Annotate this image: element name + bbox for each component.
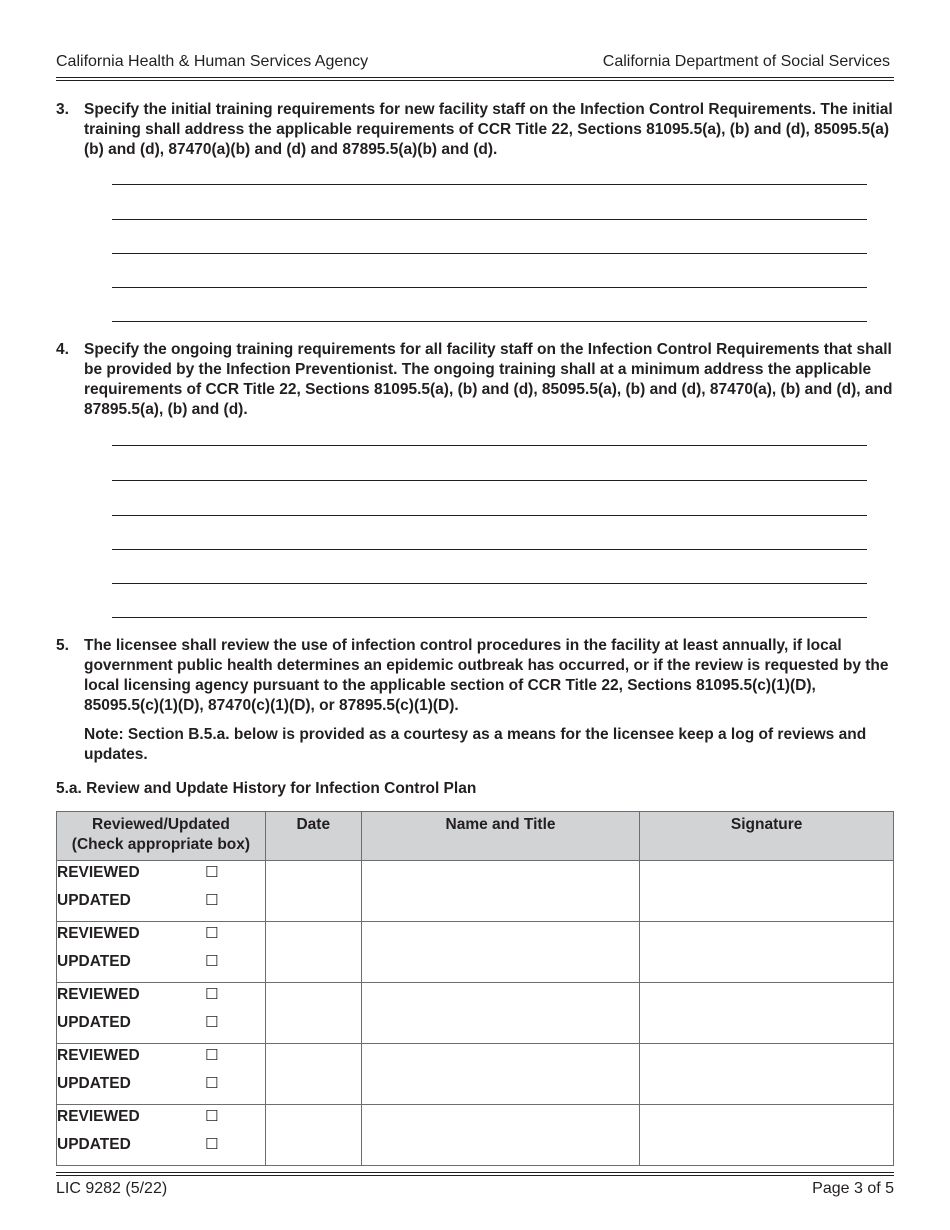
updated-checkbox[interactable]: ☐ [205, 1014, 219, 1031]
reviewed-label: REVIEWED [57, 1047, 140, 1064]
updated-checkbox[interactable]: ☐ [205, 1075, 219, 1092]
name-title-cell[interactable] [361, 983, 640, 1044]
table-row [57, 861, 894, 922]
footer-rule-bottom [56, 1175, 894, 1176]
signature-cell[interactable] [640, 861, 894, 922]
reviewed-checkbox[interactable]: ☐ [205, 864, 219, 881]
answer-line-q3-5[interactable] [112, 321, 867, 322]
name-title-header: Name and Title [361, 812, 640, 861]
date-cell[interactable] [265, 1105, 361, 1166]
name-title-cell[interactable] [361, 922, 640, 983]
name-title-cell[interactable] [361, 1105, 640, 1166]
question-text: Specify the initial training requirements for new facility staff on the Infection Control Requirements. The initial training shall address the applicable requirements of CCR Title 22, Sections 81095.5(a), (b) and (d), 85095.5(a)(b) and (d), 87470(a)(b) and (d) and 87895.5(a)(b) and (d). [84, 101, 893, 158]
department-name: California Department of Social Services [602, 53, 890, 70]
signature-cell[interactable] [640, 922, 894, 983]
answer-line-q3-3[interactable] [112, 253, 867, 254]
updated-checkbox[interactable]: ☐ [205, 1136, 219, 1153]
name-title-cell[interactable] [361, 1044, 640, 1105]
question-number: 4. [56, 341, 69, 358]
status-cell [57, 1044, 266, 1105]
answer-line-q4-1[interactable] [112, 445, 867, 446]
table-row [57, 1044, 894, 1105]
table-row [57, 1105, 894, 1166]
updated-label: UPDATED [57, 1136, 131, 1153]
question-number: 3. [56, 101, 69, 118]
updated-checkbox[interactable]: ☐ [205, 953, 219, 970]
reviewed-label: REVIEWED [57, 864, 140, 881]
answer-line-q4-2[interactable] [112, 480, 867, 481]
updated-label: UPDATED [57, 953, 131, 970]
table-row [57, 983, 894, 1044]
updated-label: UPDATED [57, 1075, 131, 1092]
reviewed-updated-header [57, 812, 266, 861]
answer-line-q4-3[interactable] [112, 515, 867, 516]
question-4 [56, 340, 894, 420]
date-cell[interactable] [265, 983, 361, 1044]
date-cell[interactable] [265, 1044, 361, 1105]
reviewed-label: REVIEWED [57, 1108, 140, 1125]
reviewed-checkbox[interactable]: ☐ [205, 925, 219, 942]
question-5 [56, 636, 894, 716]
form-id: LIC 9282 (5/22) [56, 1180, 168, 1197]
section-subheading: 5.a. Review and Update History for Infection Control Plan [56, 780, 477, 797]
header-rule-top [56, 77, 894, 78]
status-cell [57, 861, 266, 922]
page-header [56, 51, 894, 73]
reviewed-checkbox[interactable]: ☐ [205, 1047, 219, 1064]
status-cell [57, 922, 266, 983]
status-cell [57, 1105, 266, 1166]
agency-name: California Health & Human Services Agency [56, 53, 369, 70]
reviewed-updated-header-title: Reviewed/Updated [92, 816, 230, 833]
date-header: Date [265, 812, 361, 861]
answer-line-q3-4[interactable] [112, 287, 867, 288]
status-cell [57, 983, 266, 1044]
review-history-table [56, 811, 894, 1166]
signature-cell[interactable] [640, 1105, 894, 1166]
signature-header: Signature [640, 812, 894, 861]
table-header-row [57, 812, 894, 861]
header-rule-bottom [56, 80, 894, 81]
page-number: Page 3 of 5 [812, 1180, 894, 1197]
courtesy-note: Note: Section B.5.a. below is provided as a courtesy as a means for the licensee keep a log of reviews and updates. [84, 726, 867, 763]
answer-line-q4-6[interactable] [112, 617, 867, 618]
answer-line-q4-5[interactable] [112, 583, 867, 584]
name-title-cell[interactable] [361, 861, 640, 922]
question-text: The licensee shall review the use of infection control procedures in the facility at least annually, if local government public health determines an epidemic outbreak has occurred, or if the review is requested by the local licensing agency pursuant to the applicable section of CCR Title 22, Sections 81095.5(c)(1)(D), 85095.5(c)(1)(D), 87470(c)(1)(D), or 87895.5(c)(1)(D). [84, 637, 889, 714]
reviewed-label: REVIEWED [57, 986, 140, 1003]
question-number: 5. [56, 637, 69, 654]
updated-label: UPDATED [57, 1014, 131, 1031]
footer-rule-top [56, 1172, 894, 1173]
date-cell[interactable] [265, 861, 361, 922]
answer-line-q3-1[interactable] [112, 184, 867, 185]
table-row [57, 922, 894, 983]
reviewed-label: REVIEWED [57, 925, 140, 942]
updated-checkbox[interactable]: ☐ [205, 892, 219, 909]
signature-cell[interactable] [640, 983, 894, 1044]
date-cell[interactable] [265, 922, 361, 983]
updated-label: UPDATED [57, 892, 131, 909]
answer-line-q3-2[interactable] [112, 219, 867, 220]
check-box-instruction: (Check appropriate box) [71, 836, 251, 853]
question-3 [56, 100, 894, 160]
signature-cell[interactable] [640, 1044, 894, 1105]
answer-line-q4-4[interactable] [112, 549, 867, 550]
reviewed-checkbox[interactable]: ☐ [205, 1108, 219, 1125]
reviewed-checkbox[interactable]: ☐ [205, 986, 219, 1003]
question-text: Specify the ongoing training requirements for all facility staff on the Infection Control Requirements that shall be provided by the Infection Preventionist. The ongoing training shall at a minimum address the applicable requirements of CCR Title 22, Sections 81095.5(a), (b) and (d), 85095.5(a), (b) and (d), 87470(a), (b) and (d), and 87895.5(a), (b) and (d). [84, 341, 893, 418]
